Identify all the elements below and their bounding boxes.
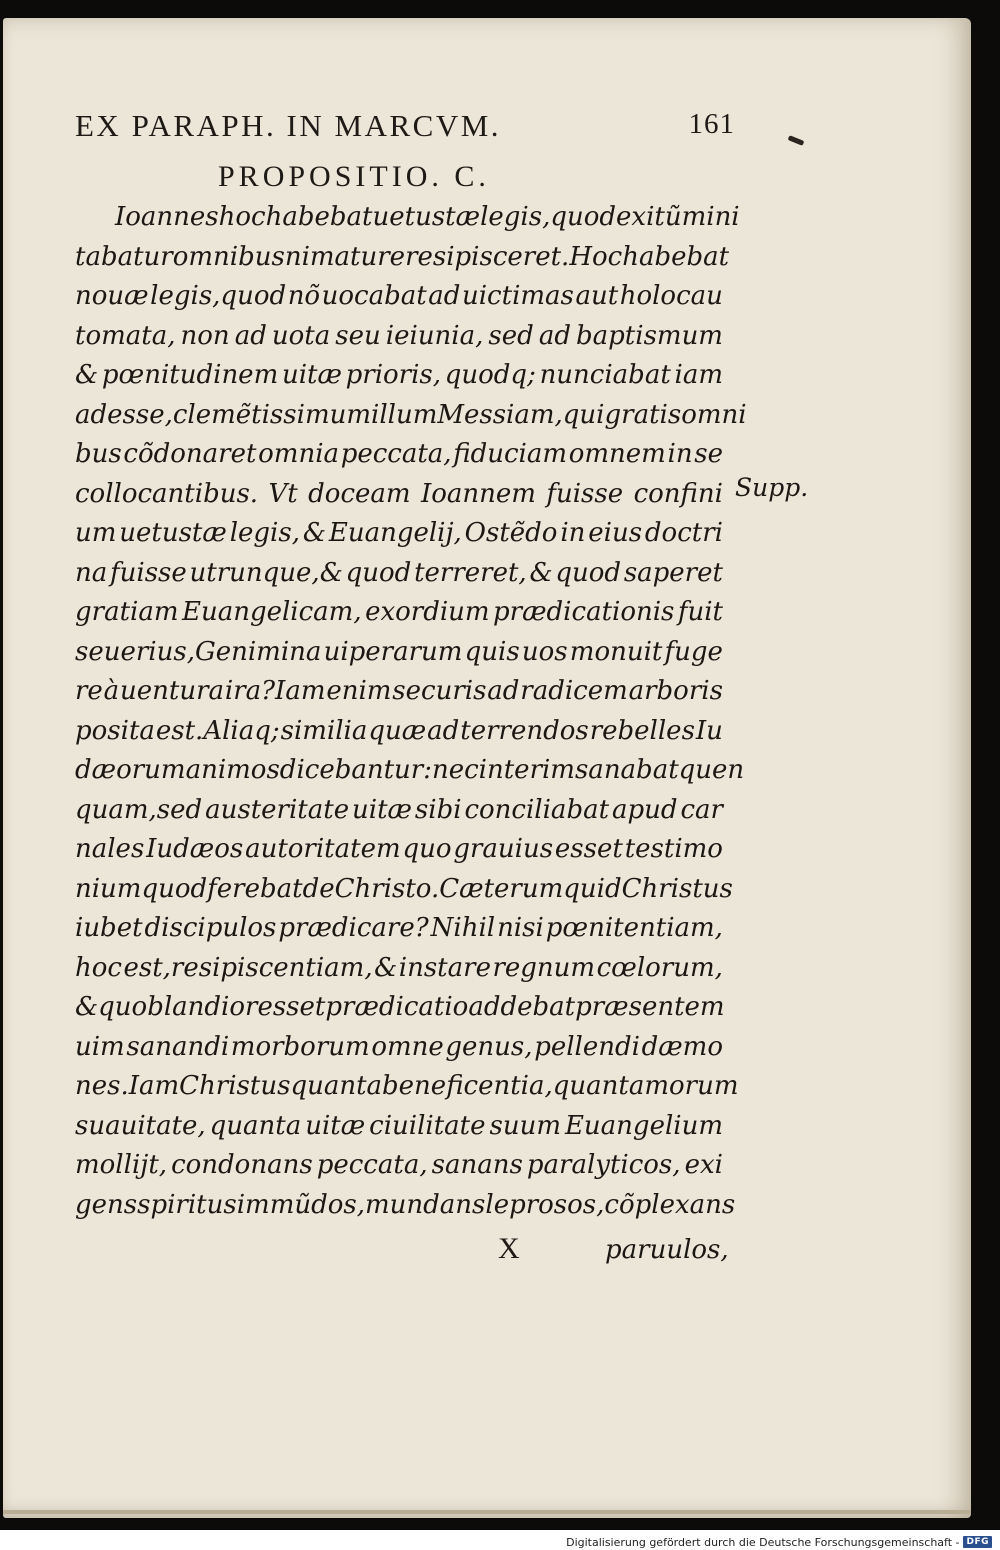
proposition-heading: PROPOSITIO. C. bbox=[218, 160, 490, 193]
catchword: paruulos, bbox=[605, 1235, 729, 1265]
text-word: discipulos bbox=[144, 913, 277, 943]
text-line bbox=[75, 238, 730, 278]
text-word: cœlorum, bbox=[596, 952, 723, 983]
text-word: exi bbox=[684, 1150, 723, 1180]
text-line bbox=[75, 356, 723, 396]
text-word: nouæ bbox=[75, 281, 149, 311]
text-word: securis bbox=[392, 676, 487, 706]
text-word: ad bbox=[427, 715, 460, 746]
text-word: Ioannes bbox=[115, 202, 219, 232]
text-line bbox=[75, 1107, 723, 1147]
text-word: ad bbox=[487, 676, 520, 706]
text-word: mollijt, bbox=[75, 1150, 168, 1180]
text-word: legis,quod bbox=[150, 281, 287, 311]
text-word: & bbox=[529, 557, 553, 588]
text-word: quid bbox=[563, 873, 622, 904]
text-word: nisi bbox=[497, 913, 544, 943]
text-word: uitæ bbox=[352, 794, 412, 825]
text-word: fuge bbox=[664, 636, 723, 667]
text-word: fiduciam bbox=[453, 439, 568, 469]
text-word: utrunque,& bbox=[189, 557, 343, 588]
dfg-logo: DFG bbox=[963, 1536, 992, 1548]
text-word: uiperarum bbox=[323, 636, 463, 667]
running-title: EX PARAPH. IN MARCVM. bbox=[75, 108, 502, 143]
text-word: quanta bbox=[290, 1071, 383, 1101]
text-line bbox=[75, 514, 723, 554]
text-word: eius bbox=[588, 518, 643, 548]
text-word: Ioannem bbox=[420, 478, 536, 509]
text-word: & bbox=[75, 992, 99, 1022]
text-word: Iudæos bbox=[146, 834, 244, 864]
text-word: ferebat bbox=[207, 873, 303, 904]
text-line bbox=[75, 909, 723, 949]
text-word: enim bbox=[326, 676, 392, 706]
text-word: beneficentia,quanta bbox=[382, 1071, 645, 1101]
text-word: baptismum bbox=[576, 320, 723, 351]
text-word: uitæ bbox=[305, 1110, 366, 1141]
text-word: omnem bbox=[568, 439, 666, 469]
text-line bbox=[75, 1186, 736, 1226]
text-word: omne bbox=[371, 1031, 444, 1062]
text-line bbox=[75, 1146, 723, 1186]
text-word: se bbox=[694, 439, 723, 469]
text-word: legis,quod bbox=[480, 202, 617, 232]
text-word: uota bbox=[271, 320, 331, 351]
text-line bbox=[75, 949, 723, 989]
text-word: nes.Iam bbox=[75, 1071, 180, 1101]
text-word: similia bbox=[280, 715, 368, 746]
text-word: apud bbox=[611, 794, 678, 825]
text-word: à bbox=[103, 676, 120, 706]
text-word: fuisse bbox=[546, 478, 624, 509]
text-word: esset bbox=[257, 992, 326, 1022]
text-word: quodq; bbox=[444, 360, 536, 390]
text-word: morborum bbox=[230, 1031, 370, 1062]
text-word: spiritus bbox=[137, 1189, 237, 1220]
text-word: iam bbox=[674, 360, 723, 390]
text-word: monuit bbox=[569, 636, 663, 667]
text-word: suauitate, bbox=[75, 1110, 206, 1141]
text-line bbox=[75, 988, 723, 1028]
text-word: tomata, bbox=[75, 320, 176, 351]
text-line bbox=[75, 1028, 723, 1068]
text-word: testimo bbox=[624, 834, 723, 864]
text-word: sanans bbox=[431, 1150, 523, 1180]
text-word: leprosos, bbox=[485, 1189, 605, 1220]
text-word: habebat bbox=[265, 202, 373, 232]
text-word: præsentem bbox=[575, 992, 725, 1022]
text-word: ad bbox=[538, 320, 571, 351]
text-word: ira?Iam bbox=[224, 676, 326, 706]
text-word: addebat bbox=[468, 992, 576, 1022]
text-word: Euangelij, bbox=[328, 518, 462, 548]
text-word: dæorum bbox=[75, 755, 186, 785]
text-word: adesse,clemẽtissimum bbox=[75, 399, 371, 430]
signature-mark: X bbox=[498, 1232, 520, 1265]
text-line bbox=[75, 317, 723, 357]
text-word: in bbox=[560, 518, 586, 548]
text-word: uentura bbox=[120, 676, 225, 706]
text-word: grauius bbox=[453, 834, 554, 864]
text-word: gratis bbox=[604, 399, 682, 430]
text-word: hoc bbox=[75, 952, 122, 983]
text-word: quo bbox=[98, 992, 148, 1022]
text-line bbox=[75, 593, 723, 633]
text-word: & bbox=[302, 518, 326, 548]
text-word: fuisse bbox=[110, 557, 187, 588]
text-word: legis, bbox=[229, 518, 300, 548]
text-word: suum bbox=[489, 1110, 561, 1141]
text-word: Nihil bbox=[430, 913, 496, 943]
text-word: regnum bbox=[492, 952, 596, 983]
text-word: prædicare? bbox=[278, 913, 429, 943]
text-line bbox=[75, 277, 723, 317]
text-word: dæmo bbox=[641, 1031, 723, 1062]
text-line bbox=[75, 435, 723, 475]
text-word: seu bbox=[335, 320, 381, 351]
text-word: uictimas bbox=[462, 281, 574, 311]
text-word: & bbox=[75, 360, 99, 390]
text-word: exitũ bbox=[616, 202, 682, 232]
text-word: uocabat bbox=[321, 281, 427, 311]
text-word: paralyticos, bbox=[526, 1150, 681, 1180]
text-word: doceam bbox=[308, 478, 411, 509]
text-word: confini bbox=[633, 478, 723, 509]
text-word: bus bbox=[75, 439, 122, 469]
text-word: quen bbox=[678, 755, 745, 785]
text-line bbox=[75, 554, 723, 594]
text-line bbox=[75, 475, 723, 515]
margin-note: Supp. bbox=[735, 473, 809, 502]
text-word: instare bbox=[398, 952, 491, 983]
text-word: ciuilitate bbox=[369, 1110, 486, 1141]
text-word: quis bbox=[464, 636, 520, 667]
text-word: resipisceret.Hoc bbox=[405, 241, 623, 272]
text-word: quam,sed bbox=[75, 794, 203, 825]
text-word: ad bbox=[428, 281, 461, 311]
text-word: cõplexans bbox=[604, 1189, 736, 1220]
text-word: pœnitudinem bbox=[101, 360, 279, 390]
text-word: doctri bbox=[644, 518, 723, 548]
text-word: peccata, bbox=[340, 439, 452, 469]
text-word: de bbox=[302, 873, 335, 904]
text-word: nunciabat bbox=[539, 360, 671, 390]
text-word: animos bbox=[185, 755, 280, 785]
text-word: quod bbox=[555, 557, 622, 588]
text-word: Messiam,qui bbox=[437, 399, 605, 430]
text-word: prædicatio bbox=[325, 992, 469, 1022]
text-word: sibi bbox=[414, 794, 462, 825]
text-word: in bbox=[667, 439, 693, 469]
text-word: illum bbox=[371, 399, 438, 430]
text-word: mini bbox=[681, 202, 740, 232]
text-word: uitæ bbox=[281, 360, 342, 390]
text-word: Christus bbox=[179, 1071, 291, 1101]
text-word: quod bbox=[345, 557, 412, 588]
text-word: esset bbox=[554, 834, 623, 864]
text-word: terreret, bbox=[414, 557, 527, 588]
text-word: aut bbox=[575, 281, 619, 311]
text-word: re bbox=[75, 676, 103, 706]
text-word: ni bbox=[284, 241, 310, 272]
text-word: peccata, bbox=[316, 1150, 428, 1180]
text-line bbox=[75, 751, 745, 791]
text-word: Christus bbox=[621, 873, 733, 904]
text-word: radicem bbox=[520, 676, 628, 706]
text-word: omnia bbox=[258, 439, 340, 469]
text-word: arboris bbox=[628, 676, 723, 706]
text-word: quanta bbox=[209, 1110, 302, 1141]
text-word: autoritatem bbox=[245, 834, 401, 864]
text-word: gens bbox=[75, 1189, 138, 1220]
text-word: prioris, bbox=[345, 360, 442, 390]
text-line bbox=[75, 633, 723, 673]
text-line bbox=[75, 1067, 739, 1107]
text-word: blandior bbox=[147, 992, 258, 1022]
text-word: sed bbox=[488, 320, 534, 351]
text-word: Euangelicam, bbox=[181, 597, 362, 627]
text-word: Vt bbox=[268, 478, 298, 509]
text-word: est.Aliaq; bbox=[155, 715, 280, 746]
text-word: prædicationis bbox=[493, 597, 675, 627]
text-word: quo bbox=[402, 834, 452, 864]
text-word: Euangelium bbox=[564, 1110, 723, 1141]
text-word: austeritate bbox=[205, 794, 350, 825]
text-word: rebelles bbox=[589, 715, 695, 746]
text-word: nõ bbox=[287, 281, 321, 311]
text-word: non bbox=[180, 320, 230, 351]
text-word: ad bbox=[234, 320, 267, 351]
text-word: cõdonaret bbox=[123, 439, 257, 469]
body-text bbox=[75, 198, 747, 1225]
text-word: condonans bbox=[171, 1150, 313, 1180]
text-word: immũdos,mundans bbox=[236, 1189, 486, 1220]
text-word: ieiunia, bbox=[385, 320, 484, 351]
text-word: Ostẽdo bbox=[464, 518, 558, 548]
page-number: 161 bbox=[688, 108, 735, 140]
text-word: terrendos bbox=[460, 715, 589, 746]
text-word: est,resipiscentiam, bbox=[123, 952, 373, 983]
text-word: gratiam bbox=[75, 597, 179, 627]
text-word: uetustæ bbox=[119, 518, 227, 548]
text-word: hoc bbox=[218, 202, 266, 232]
text-word: omni bbox=[681, 399, 747, 430]
text-word: genus, bbox=[445, 1031, 533, 1062]
text-word: sanabat bbox=[574, 755, 679, 785]
text-word: pellendi bbox=[534, 1031, 640, 1062]
text-word: car bbox=[680, 794, 723, 825]
text-word: & bbox=[374, 952, 398, 983]
text-word: fuit bbox=[677, 597, 723, 627]
text-word: um bbox=[75, 518, 117, 548]
page-edge bbox=[3, 1510, 971, 1514]
footer-credit bbox=[566, 1535, 992, 1549]
text-word: uim bbox=[75, 1031, 125, 1062]
text-word: morum bbox=[644, 1071, 739, 1101]
text-word: saperet bbox=[623, 557, 723, 588]
text-word: tabatur bbox=[75, 241, 173, 272]
running-header bbox=[75, 108, 735, 148]
text-word: quæ bbox=[368, 715, 427, 746]
text-word: iubet bbox=[75, 913, 143, 943]
text-line bbox=[75, 870, 733, 910]
text-word: dicebantur:nec bbox=[279, 755, 479, 785]
text-word: uetustæ bbox=[372, 202, 481, 232]
text-word: holocau bbox=[619, 281, 723, 311]
text-line bbox=[75, 396, 747, 436]
text-word: quod bbox=[141, 873, 208, 904]
footer-credit-text: Digitalisierung gefördert durch die Deutsche Forschungsgemeinschaft - bbox=[566, 1535, 960, 1549]
text-line bbox=[75, 830, 723, 870]
text-word: interim bbox=[478, 755, 575, 785]
text-word: seuerius,Genimina bbox=[75, 636, 322, 667]
text-word: habebat bbox=[622, 241, 730, 272]
text-word: posita bbox=[75, 715, 155, 746]
text-word: collocantibus. bbox=[75, 478, 259, 509]
text-word: nium bbox=[75, 873, 142, 904]
text-word: na bbox=[75, 557, 108, 588]
text-word: uos bbox=[521, 636, 568, 667]
text-word: pœnitentiam, bbox=[545, 913, 723, 943]
text-line bbox=[75, 712, 723, 752]
text-word: Iu bbox=[695, 715, 723, 746]
text-word: sanandi bbox=[126, 1031, 230, 1062]
text-word: Christo.Cæterum bbox=[334, 873, 564, 904]
text-line bbox=[75, 198, 740, 238]
text-word: nales bbox=[75, 834, 145, 864]
text-word: exordium bbox=[365, 597, 490, 627]
text-word: conciliabat bbox=[464, 794, 610, 825]
text-word: omnibus bbox=[172, 241, 285, 272]
text-line bbox=[75, 791, 723, 831]
text-line bbox=[75, 672, 723, 712]
text-word: mature bbox=[309, 241, 406, 272]
